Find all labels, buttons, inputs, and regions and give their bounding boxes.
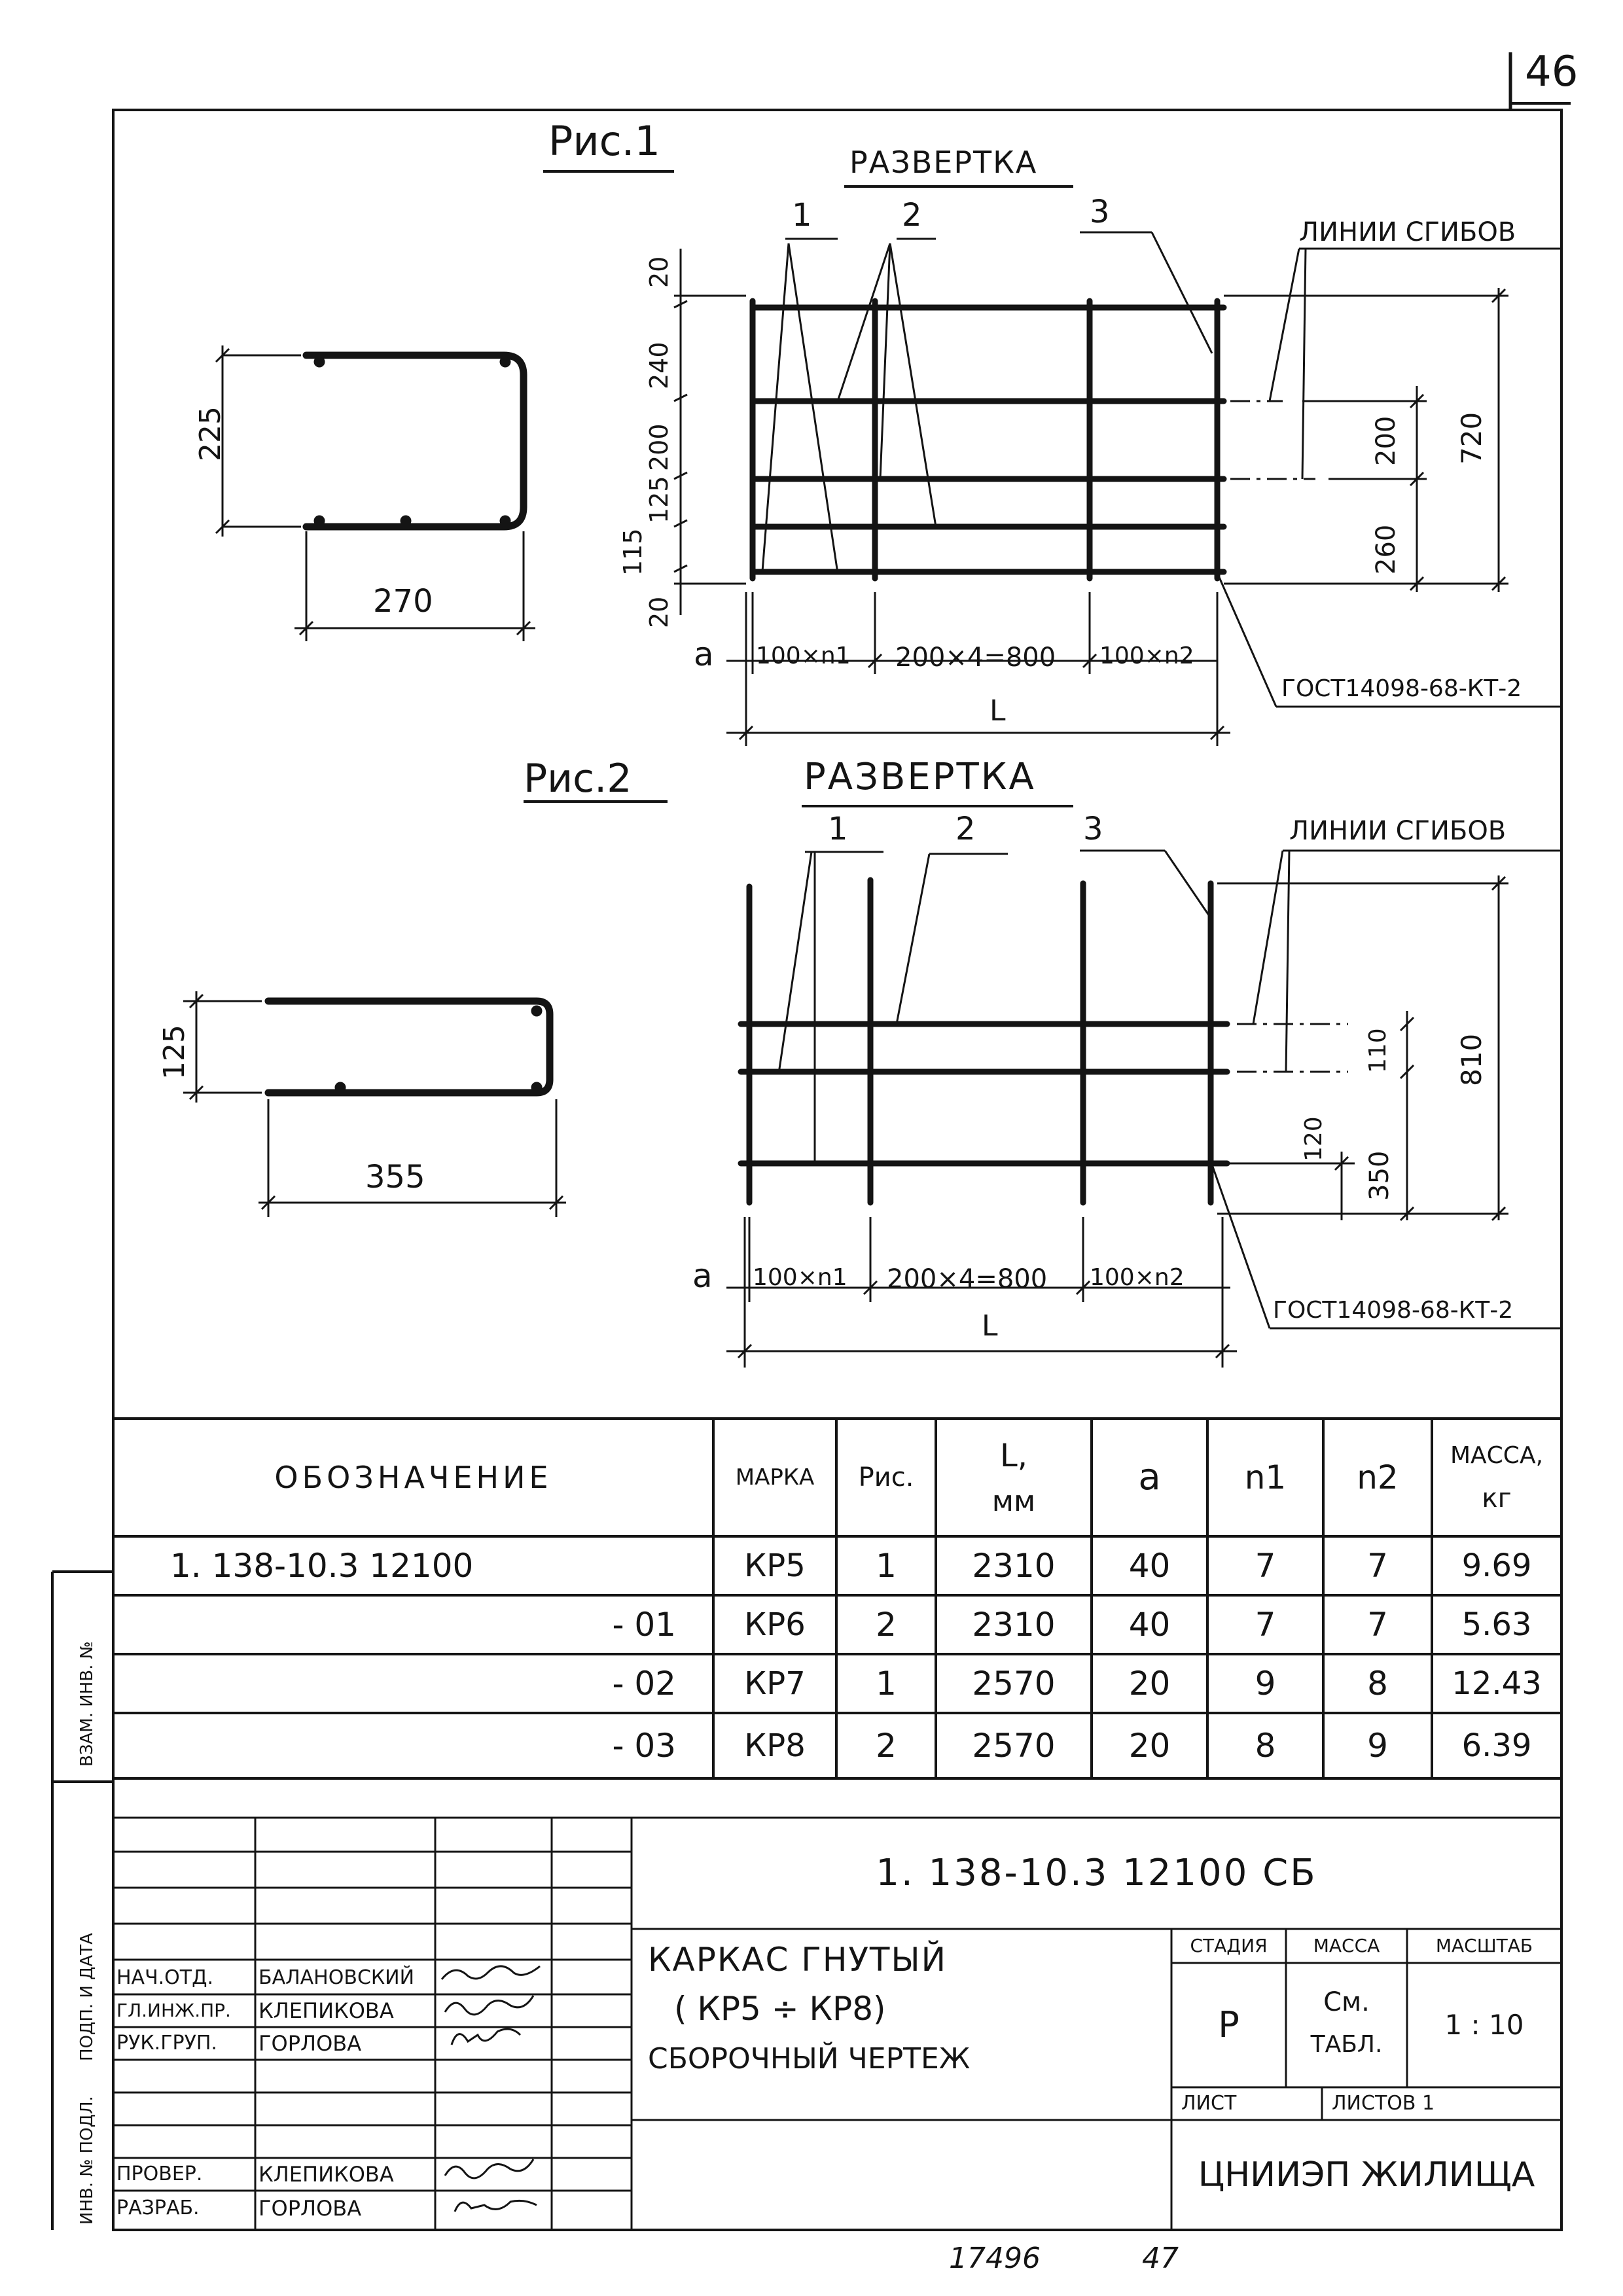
fig2-title: Рис.2 — [524, 756, 632, 802]
cell-n2: 7 — [1367, 1547, 1388, 1585]
cell-length: 2310 — [972, 1547, 1056, 1585]
cell-mark: КР5 — [744, 1547, 806, 1584]
cell-designation: - 02 — [612, 1665, 676, 1703]
fig2-callout-1: 1 — [828, 811, 848, 847]
title-block-name-1: КАРКАС ГНУТЫЙ — [648, 1941, 947, 1979]
cell-fig: 2 — [876, 1727, 897, 1765]
title-block-stage-label: СТАДИЯ — [1190, 1935, 1268, 1956]
staff-name: ГОРЛОВА — [259, 2031, 362, 2056]
fig2-section-height: 125 — [158, 1025, 191, 1080]
fig1-dim-800: 200×4=800 — [895, 643, 1056, 673]
fig2-total-height: 810 — [1455, 1033, 1488, 1086]
sheet-number: 46 — [1525, 48, 1578, 96]
fig1-section-width: 270 — [373, 583, 433, 620]
fig1-length-label: L — [990, 694, 1006, 728]
cell-mass: 9.69 — [1461, 1547, 1532, 1584]
cell-fig: 1 — [876, 1665, 897, 1703]
staff-role: ПРОВЕР. — [116, 2163, 203, 2185]
fig1-dim-left-2: 240 — [645, 342, 673, 389]
title-block-name-2: ( КР5 ÷ КР8) — [674, 1990, 886, 2028]
fig2-dim-800: 200×4=800 — [887, 1264, 1048, 1294]
cell-mark: КР8 — [744, 1727, 806, 1764]
table-header-mark: МАРКА — [735, 1464, 815, 1491]
footer-inventory-number: 17496 — [949, 2242, 1041, 2275]
fig1-callout-2: 2 — [902, 197, 922, 234]
fig2-callout-2: 2 — [955, 811, 976, 847]
cell-n1: 8 — [1255, 1727, 1276, 1765]
cell-a: 20 — [1128, 1665, 1171, 1703]
title-block-scale-label: МАСШТАБ — [1435, 1935, 1533, 1956]
footer-page-number: 47 — [1142, 2242, 1179, 2275]
fig1-title: Рис.1 — [548, 117, 660, 165]
table-header-length-unit: мм — [991, 1485, 1036, 1518]
fig2-dim-a: a — [692, 1257, 713, 1295]
table-header-n2: n2 — [1357, 1458, 1399, 1496]
table-header-mass-unit: кг — [1482, 1483, 1512, 1513]
fig2-dim-right-2: 120 — [1300, 1116, 1327, 1161]
staff-name: КЛЕПИКОВА — [259, 2162, 394, 2187]
table-header-mass: МАССА, — [1450, 1442, 1544, 1469]
fig1-total-height: 720 — [1455, 412, 1488, 465]
fig1-section-height: 225 — [194, 406, 227, 461]
cell-mass: 5.63 — [1461, 1606, 1532, 1643]
staff-name: КЛЕПИКОВА — [259, 1998, 394, 2023]
fig1-dim-left-6: 20 — [645, 596, 673, 628]
fig1-dim-n2: 100×n2 — [1099, 643, 1194, 669]
cell-a: 20 — [1128, 1727, 1171, 1765]
title-block-stage: Р — [1218, 2004, 1240, 2045]
cell-fig: 1 — [876, 1547, 897, 1585]
strip-inv-label: ИНВ. № ПОДЛ. — [77, 2096, 97, 2225]
staff-role: РУК.ГРУП. — [116, 2032, 217, 2055]
table-header-designation: ОБОЗНАЧЕНИЕ — [274, 1460, 552, 1495]
title-block-sheet-label: ЛИСТ — [1181, 2092, 1237, 2115]
fig1-dim-left-3: 200 — [645, 423, 673, 471]
title-block-mass-label: МАССА — [1313, 1935, 1380, 1956]
fig1-callout-3: 3 — [1090, 194, 1110, 230]
fig1-gost: ГОСТ14098-68-КТ-2 — [1281, 675, 1522, 702]
cell-designation: - 03 — [612, 1727, 676, 1765]
fig2-dim-right-1: 110 — [1364, 1028, 1391, 1073]
cell-length: 2570 — [972, 1727, 1056, 1765]
table-header-n1: n1 — [1244, 1458, 1287, 1496]
fig1-dim-n1: 100×n1 — [756, 643, 851, 669]
cell-mass: 6.39 — [1461, 1727, 1532, 1764]
signatures — [442, 1966, 540, 2212]
title-block-scale: 1 : 10 — [1444, 2009, 1524, 2041]
cell-a: 40 — [1128, 1606, 1171, 1644]
cell-fig: 2 — [876, 1606, 897, 1644]
fig2-unfold-title: РАЗВЕРТКА — [804, 756, 1036, 798]
fig2-callout-3: 3 — [1083, 811, 1103, 847]
cell-n1: 9 — [1255, 1665, 1276, 1703]
cell-n1: 7 — [1255, 1547, 1276, 1585]
table-header-fig: Рис. — [858, 1462, 914, 1492]
fig2-fold-lines-label: ЛИНИИ СГИБОВ — [1289, 816, 1507, 846]
staff-name: ГОРЛОВА — [259, 2196, 362, 2221]
fig2-dim-n1: 100×n1 — [753, 1264, 847, 1291]
cell-mark: КР7 — [744, 1665, 806, 1702]
title-block-mass-1: См. — [1323, 1987, 1370, 2017]
cell-mark: КР6 — [744, 1606, 806, 1643]
cell-length: 2570 — [972, 1665, 1056, 1703]
cell-designation: 1. 138-10.3 12100 — [170, 1547, 474, 1585]
cell-n2: 9 — [1367, 1727, 1388, 1765]
cell-n2: 7 — [1367, 1606, 1388, 1644]
strip-swap-label: ВЗАМ. ИНВ. № — [77, 1641, 97, 1767]
staff-name: БАЛАНОВСКИЙ — [259, 1966, 415, 1989]
fig1-dim-left-5: 115 — [618, 528, 647, 576]
title-block-name-3: СБОРОЧНЫЙ ЧЕРТЕЖ — [648, 2042, 971, 2075]
cell-n2: 8 — [1367, 1665, 1388, 1703]
fig1-dim-a: a — [694, 635, 714, 673]
title-block-code: 1. 138-10.3 12100 СБ — [876, 1852, 1317, 1894]
fig1-unfold-title: РАЗВЕРТКА — [849, 145, 1038, 180]
fig1-fold-lines-label: ЛИНИИ СГИБОВ — [1299, 217, 1516, 247]
fig1-callout-1: 1 — [792, 197, 812, 234]
staff-role: НАЧ.ОТД. — [116, 1966, 214, 1989]
strip-sign-label: ПОДП. И ДАТА — [77, 1933, 97, 2061]
fig1-dim-left-4: 125 — [645, 476, 673, 523]
fig1-dim-right-1: 200 — [1371, 415, 1401, 466]
fig2-dim-right-3: 350 — [1364, 1150, 1395, 1201]
fig2-length-label: L — [982, 1309, 998, 1343]
title-block-sheets-label: ЛИСТОВ 1 — [1332, 2092, 1435, 2115]
fig1-dim-right-2: 260 — [1371, 524, 1401, 574]
cell-length: 2310 — [972, 1606, 1056, 1644]
table-header-length: L, — [1000, 1438, 1027, 1474]
fig2-section-width: 355 — [365, 1159, 425, 1195]
cell-n1: 7 — [1255, 1606, 1276, 1644]
fig2-dim-n2: 100×n2 — [1090, 1264, 1185, 1291]
cell-designation: - 01 — [612, 1606, 676, 1644]
cell-a: 40 — [1128, 1547, 1171, 1585]
fig2-gost: ГОСТ14098-68-КТ-2 — [1273, 1297, 1514, 1324]
title-block-org: ЦНИИЭП ЖИЛИЩА — [1198, 2155, 1535, 2195]
cell-mass: 12.43 — [1452, 1665, 1542, 1702]
staff-role: ГЛ.ИНЖ.ПР. — [116, 2000, 231, 2021]
table-header-a: a — [1138, 1456, 1161, 1498]
staff-role: РАЗРАБ. — [116, 2197, 200, 2219]
fig1-dim-left-1: 20 — [645, 256, 673, 288]
title-block-mass-2: ТАБЛ. — [1310, 2031, 1383, 2058]
